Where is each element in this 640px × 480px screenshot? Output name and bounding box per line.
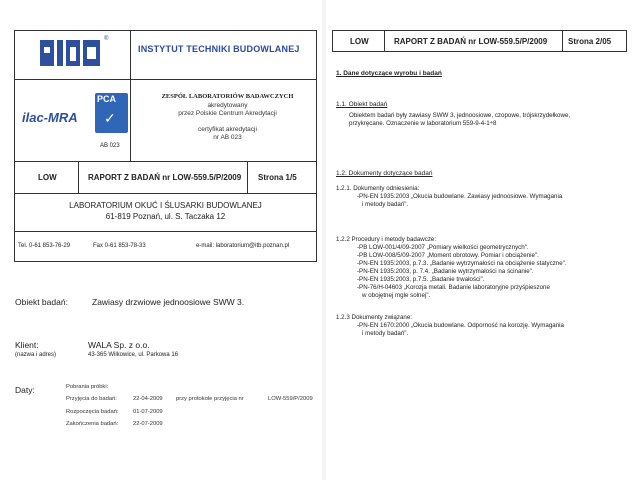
section-1-1-line-2: przykręcane. Oznaczenie w laboratorium 559-9-4-1÷8	[349, 120, 497, 127]
grid-line	[14, 231, 317, 232]
procedure-line: -PN-76/H-04603 „Korozja metali. Badanie laboratoryjne przyśpieszone	[357, 284, 550, 291]
section-1-title: 1. Dane dotyczące wyrobu i badań	[336, 70, 442, 77]
section-1-2-3-line-2: i metody badań".	[362, 330, 409, 337]
zakonczenia-date: 22-07-2009	[133, 421, 163, 427]
procedure-line: -PB LOW-001/4/09-2007 „Pomiary wielkości geometrycznych".	[357, 244, 529, 251]
grid-line	[247, 161, 248, 193]
email-address: e-mail: laboratorium@itb.poznan.pl	[196, 243, 290, 249]
lab-team-name: ZESPÓŁ LABORATORIÓW BADAWCZYCH	[161, 93, 294, 100]
section-1-2-2-title: 1.2.2 Procedury i metody badawcze:	[336, 236, 437, 243]
section-1-1-line-1: Obiektem badań były zawiasy SWW 3, jednoosiowe, czopowe, trójskrzydełkowe,	[349, 112, 571, 119]
przyjecia-label: Przyjęcia do badań:	[66, 396, 117, 402]
protokol-number: LOW-559/P/2009	[268, 396, 313, 402]
section-1-2-3-line-1: -PN-EN 1670:2000 „Okucia budowlane. Odporność na korozję. Wymagania	[357, 322, 564, 329]
procedure-line: -PN-EN 1935:2003, p.7.5. „Badanie trwałości".	[357, 276, 485, 283]
grid-line	[78, 161, 79, 193]
rozpoczecia-date: 01-07-2009	[133, 409, 163, 415]
itb-logo	[40, 40, 100, 66]
protokol-label: przy protokole przyjęcia nr	[176, 396, 244, 402]
page-number-cell: Strona 1/5	[258, 173, 297, 182]
grid-line	[384, 30, 385, 52]
grid-line	[14, 79, 317, 80]
klient-address: 43-365 Wilkowice, ul. Parkowa 16	[88, 352, 179, 358]
klient-label: Klient:	[15, 340, 39, 350]
accredited-text: akredytowany	[207, 102, 248, 109]
obiekt-label: Obiekt badań:	[15, 297, 68, 307]
pca-logo-text: PCA	[97, 94, 117, 104]
grid-line	[14, 193, 317, 194]
grid-line	[130, 30, 131, 80]
grid-line	[562, 30, 563, 52]
registered-mark: ®	[104, 36, 109, 42]
przyjecia-date: 22-04-2009	[133, 396, 163, 402]
low-cell: LOW	[38, 173, 57, 182]
cert-number: nr AB 023	[213, 134, 242, 141]
procedure-line: -PN-EN 1935:2003, p. 7.4. „Badanie wytrzymałości na ścinanie".	[357, 268, 534, 275]
report-number-cell: RAPORT Z BADAŃ nr LOW-559.5/P/2009	[88, 173, 242, 182]
klient-sub-label: (nazwa i adres)	[15, 352, 57, 358]
page2-page-number-cell: Strona 2/05	[568, 37, 612, 46]
grid-line	[14, 161, 317, 162]
zakonczenia-label: Zakończenia badań:	[66, 421, 119, 427]
procedure-line: -PN-EN 1935:2003, p.7.3. „Badanie wytrzymałości na obciążenie statyczne".	[357, 260, 567, 267]
lab-name: LABORATORIUM OKUĆ I ŚLUSARKI BUDOWLANEJ	[69, 201, 262, 210]
grid-line	[130, 79, 131, 161]
section-1-2-3-title: 1.2.3 Dokumenty związane:	[336, 314, 413, 321]
section-1-2-1-line-2: i metody badań".	[362, 201, 409, 208]
pca-check-icon: ✓	[104, 110, 116, 126]
obiekt-value: Zawiasy drzwiowe jednoosiowe SWW 3.	[92, 297, 245, 307]
procedure-line: w obojętnej mgle solnej".	[362, 292, 431, 299]
institute-title: INSTYTUT TECHNIKI BUDOWLANEJ	[138, 44, 300, 54]
section-1-1-title: 1.1. Obiekt badań	[336, 101, 388, 108]
by-pca-text: przez Polskie Centrum Akredytacji	[178, 110, 277, 117]
klient-name: WALA Sp. z o.o.	[88, 340, 150, 350]
pobrania-label: Pobrania próbki:	[66, 384, 109, 390]
ilac-mra-logo: ilac-MRA	[22, 110, 78, 125]
cert-label: certyfikat akredytacji	[198, 126, 257, 133]
lab-address: 61-819 Poznań, ul. S. Taczaka 12	[105, 212, 226, 221]
pca-code: AB 023	[100, 143, 120, 149]
section-1-2-title: 1.2. Dokumenty dotyczące badań	[336, 170, 433, 177]
page2-report-number-cell: RAPORT Z BADAŃ nr LOW-559.5/P/2009	[394, 37, 548, 46]
phone-number: Tel. 0-61 853-76-29	[18, 243, 71, 249]
rozpoczecia-label: Rozpoczęcia badań:	[66, 409, 119, 415]
page2-low-cell: LOW	[350, 37, 369, 46]
daty-label: Daty:	[15, 385, 35, 395]
section-1-2-1-title: 1.2.1. Dokumenty odniesienia:	[336, 185, 420, 192]
section-1-2-1-line-1: -PN-EN 1935:2003 „Okucia budowlane. Zawiasy jednoosiowe. Wymagania	[357, 193, 563, 200]
procedure-line: -PB LOW-008/5/09-2007 „Moment obrotowy. Pomiar i obciążenie".	[357, 252, 539, 259]
fax-number: Fax 0-61 853-78-33	[93, 243, 146, 249]
